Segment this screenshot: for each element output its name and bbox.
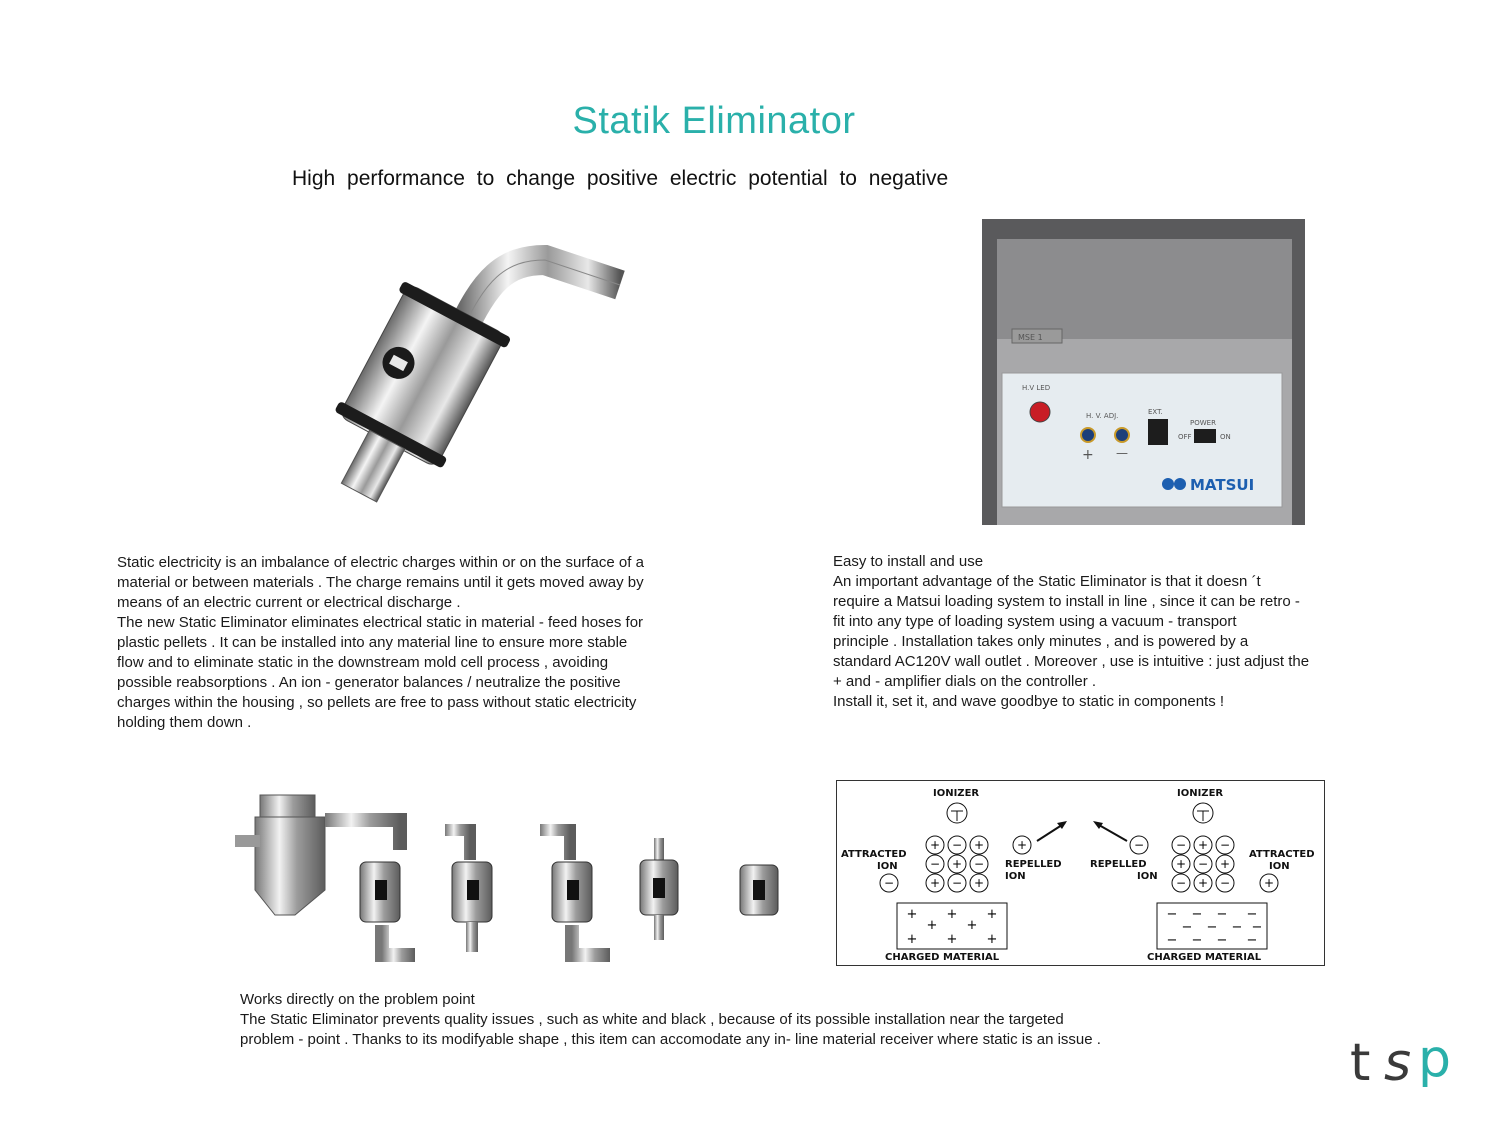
svg-text:+: + bbox=[906, 907, 918, 922]
svg-text:−: − bbox=[1216, 907, 1228, 922]
installation-description bbox=[833, 552, 1433, 712]
plus-label: + bbox=[1082, 447, 1094, 463]
logo-letter-t: t bbox=[1350, 1033, 1371, 1092]
svg-text:+: + bbox=[973, 876, 985, 890]
svg-text:−: − bbox=[1166, 933, 1178, 948]
svg-text:+: + bbox=[926, 918, 938, 933]
repelled-label-right: REPELLED bbox=[1090, 859, 1147, 870]
attracted-label-right: ATTRACTED bbox=[1249, 849, 1315, 860]
charged-material-right-signs bbox=[1167, 907, 1263, 948]
paragraph-line: fit into any type of loading system using a vacuum - transport bbox=[833, 613, 1237, 630]
svg-text:−: − bbox=[951, 876, 963, 890]
svg-text:+: + bbox=[946, 932, 958, 947]
paragraph-line: Easy to install and use bbox=[833, 553, 984, 570]
static-eliminator-photo bbox=[285, 240, 630, 520]
svg-text:−: − bbox=[1191, 933, 1203, 948]
svg-text:+: + bbox=[929, 876, 941, 890]
paragraph-line: plastic pellets . It can be installed into any material line to ensure more stable bbox=[117, 634, 628, 651]
svg-text:−: − bbox=[1181, 920, 1193, 935]
paragraph-line: flow and to eliminate static in the downstream mold cell process , avoiding bbox=[117, 654, 609, 671]
svg-text:+: + bbox=[966, 918, 978, 933]
paragraph-line: Static electricity is an imbalance of electric charges within or on the surface of a bbox=[117, 554, 644, 571]
svg-text:+: + bbox=[986, 932, 998, 947]
charged-material-label-left: CHARGED MATERIAL bbox=[885, 952, 1000, 963]
problem-point-description bbox=[240, 990, 1320, 1050]
logo-letter-s: s bbox=[1384, 1033, 1412, 1092]
svg-text:−: − bbox=[1166, 907, 1178, 922]
repelled-ion-left: ION bbox=[1005, 871, 1026, 882]
on-label: ON bbox=[1220, 433, 1231, 441]
svg-text:−: − bbox=[1206, 920, 1218, 935]
page-subtitle: High performance to change positive electric potential to negative bbox=[292, 167, 949, 190]
svg-text:+: + bbox=[951, 857, 963, 871]
svg-text:+: + bbox=[1219, 857, 1231, 871]
repelled-ion-right: ION bbox=[1137, 871, 1158, 882]
power-label: POWER bbox=[1190, 419, 1216, 427]
minus-label: — bbox=[1116, 446, 1128, 460]
model-label: MSE 1 bbox=[1018, 333, 1043, 342]
ionizer-diagram bbox=[836, 780, 1325, 966]
static-electricity-description bbox=[117, 553, 787, 733]
ion-cluster-right bbox=[1130, 836, 1278, 892]
svg-text:+: + bbox=[973, 838, 985, 852]
paragraph-line: Works directly on the problem point bbox=[240, 991, 475, 1008]
paragraph-line: holding them down . bbox=[117, 714, 252, 731]
svg-text:−: − bbox=[1251, 920, 1263, 935]
svg-text:+: + bbox=[1197, 876, 1209, 890]
paragraph-line: Install it, set it, and wave goodbye to static in components ! bbox=[833, 693, 1225, 710]
charged-material-left-signs bbox=[907, 907, 998, 947]
ionizer-label-right: IONIZER bbox=[1177, 788, 1224, 799]
svg-text:+: + bbox=[946, 907, 958, 922]
repelled-label-left: REPELLED bbox=[1005, 859, 1062, 870]
charged-material-label-right: CHARGED MATERIAL bbox=[1147, 952, 1262, 963]
svg-text:−: − bbox=[1175, 838, 1187, 852]
svg-text:−: − bbox=[1246, 933, 1258, 948]
paragraph-line: standard AC120V wall outlet . Moreover , use is intuitive : just adjust the bbox=[833, 653, 1310, 670]
svg-text:+: + bbox=[1175, 857, 1187, 871]
attracted-ion-right: ION bbox=[1269, 861, 1290, 872]
paragraph-line: An important advantage of the Static Eliminator is that it doesn ´t bbox=[833, 573, 1261, 590]
hv-led-label: H.V LED bbox=[1022, 384, 1051, 392]
svg-text:−: − bbox=[929, 857, 941, 871]
eliminator-variants-photo bbox=[230, 790, 790, 970]
svg-text:+: + bbox=[1263, 876, 1275, 890]
hv-led-indicator bbox=[1030, 402, 1050, 422]
power-switch[interactable] bbox=[1194, 429, 1216, 443]
svg-text:+: + bbox=[986, 907, 998, 922]
diagram-right bbox=[1090, 788, 1315, 963]
svg-text:−: − bbox=[951, 838, 963, 852]
svg-text:−: − bbox=[1219, 838, 1231, 852]
paragraph-line: require a Matsui loading system to install in line , since it can be retro - bbox=[833, 593, 1300, 610]
svg-text:−: − bbox=[883, 876, 895, 890]
svg-text:−: − bbox=[1133, 838, 1145, 852]
off-label: OFF bbox=[1178, 433, 1192, 441]
svg-text:−: − bbox=[1219, 876, 1231, 890]
hv-adj-plus-dial[interactable] bbox=[1081, 428, 1095, 442]
diagram-left bbox=[841, 788, 1067, 963]
svg-text:−: − bbox=[973, 857, 985, 871]
svg-text:−: − bbox=[1175, 876, 1187, 890]
attracted-label-left: ATTRACTED bbox=[841, 849, 907, 860]
matsui-logo-icon bbox=[1162, 478, 1174, 490]
paragraph-line: problem - point . Thanks to its modifyable shape , this item can accomodate any in- line material receiver where static is an issue . bbox=[240, 1031, 1101, 1048]
brand-label: MATSUI bbox=[1190, 476, 1255, 494]
paragraph-line: principle . Installation takes only minutes , and is powered by a bbox=[833, 633, 1249, 650]
hv-adj-minus-dial[interactable] bbox=[1115, 428, 1129, 442]
svg-text:−: − bbox=[1246, 907, 1258, 922]
svg-text:−: − bbox=[1216, 933, 1228, 948]
paragraph-line: charges within the housing , so pellets are free to pass without static electricity bbox=[117, 694, 637, 711]
logo-letter-p: p bbox=[1418, 1030, 1452, 1089]
attracted-ion-left: ION bbox=[877, 861, 898, 872]
ext-label: EXT. bbox=[1148, 408, 1163, 416]
ext-connector[interactable] bbox=[1148, 419, 1168, 445]
svg-text:+: + bbox=[1016, 838, 1028, 852]
tsp-logo bbox=[1348, 1030, 1468, 1092]
hv-adj-label: H. V. ADJ. bbox=[1086, 412, 1119, 420]
svg-text:+: + bbox=[929, 838, 941, 852]
paragraph-line: The Static Eliminator prevents quality issues , such as white and black , because of its possible installation near the targeted bbox=[240, 1011, 1064, 1028]
paragraph-line: + and - amplifier dials on the controller . bbox=[833, 673, 1097, 690]
svg-text:−: − bbox=[1197, 857, 1209, 871]
svg-text:+: + bbox=[906, 932, 918, 947]
svg-text:−: − bbox=[1191, 907, 1203, 922]
controller-photo bbox=[982, 219, 1305, 525]
paragraph-line: possible reabsorptions . An ion - generator balances / neutralize the positive bbox=[117, 674, 621, 691]
paragraph-line: material or between materials . The charge remains until it gets moved away by bbox=[117, 574, 644, 591]
page-title: Statik Eliminator bbox=[572, 100, 856, 142]
svg-text:−: − bbox=[1231, 920, 1243, 935]
ionizer-label-left: IONIZER bbox=[933, 788, 980, 799]
paragraph-line: means of an electric current or electrical discharge . bbox=[117, 594, 461, 611]
paragraph-line: The new Static Eliminator eliminates electrical static in material - feed hoses for bbox=[117, 614, 644, 631]
svg-text:+: + bbox=[1197, 838, 1209, 852]
